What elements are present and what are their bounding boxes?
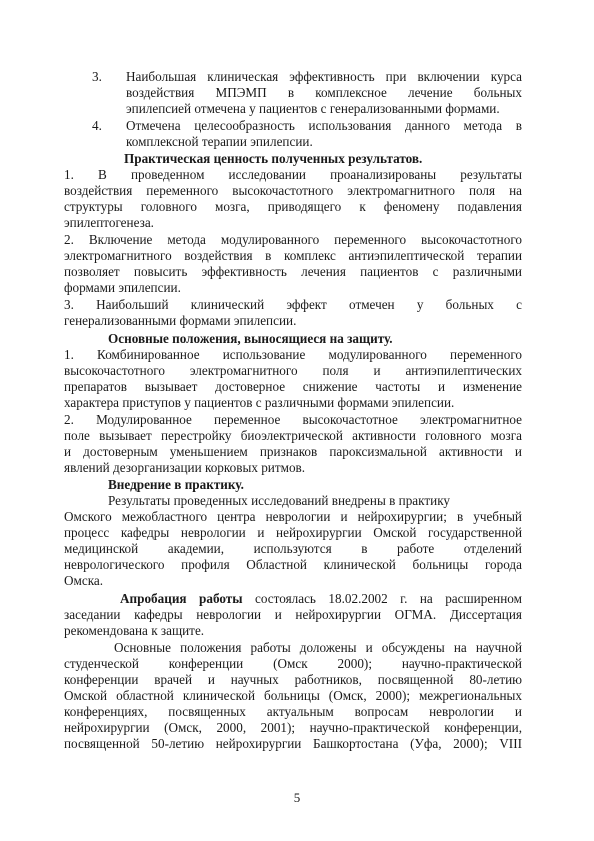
paragraph-line: явлений дезорганизации корковых ритмов.: [64, 460, 306, 475]
paragraph-line: Результаты проведенных исследований внедрены в практику: [108, 493, 451, 508]
paragraph-line: посвященной 50-летию нейрохирургии Башкортостана (Уфа, 2000); VIII: [64, 736, 522, 751]
paragraph-line: медицинской академии, используются в работе отделений: [64, 541, 522, 556]
paragraph-line: 3. Наибольший клинический эффект отмечен у больных с: [64, 297, 522, 312]
list-item-4-line: комплексной терапии эпилепсии.: [126, 134, 313, 149]
paragraph-line: 1. Комбинированное использование модулированного переменного: [64, 347, 522, 362]
paragraph-line: Омского межобластного центра неврологии и нейрохирургии; в учебный: [64, 509, 522, 524]
paragraph-line: Основные положения работы доложены и обсуждены на научной: [114, 640, 522, 655]
paragraph-line: позволяет повысить эффективность лечения пациентов с различными: [64, 264, 522, 279]
paragraph-line: 2. Включение метода модулированного переменного высокочастотного: [64, 232, 522, 247]
paragraph-line: генерализованными формами эпилепсии.: [64, 313, 297, 328]
section-heading-practice: Внедрение в практику.: [108, 477, 244, 492]
approbation-first-line: [120, 591, 522, 607]
paragraph-line: высокочастотного электромагнитного поля и антиэпилептических: [64, 363, 522, 378]
paragraph-line: препаратов вызывает достоверное снижение частоты и изменение: [64, 379, 522, 394]
approbation-lead: Апробация работы: [120, 591, 243, 606]
paragraph-line: структуры головного мозга, приводящего к феномену подавления: [64, 199, 522, 214]
paragraph-line: и достоверным уменьшением признаков пароксизмальной активности и: [64, 444, 522, 459]
paragraph-line: конференциях, посвященных актуальным вопросам неврологии и: [64, 704, 522, 719]
approbation-rest: состоялась 18.02.2002 г. на расширенном: [242, 591, 522, 606]
paragraph-line: конференции врачей и научных работников, посвященной 80-летию: [64, 672, 522, 687]
paragraph-line: рекомендована к защите.: [64, 623, 205, 638]
list-item-3-line: эпилепсией отмечена у пациентов с генерализованными формами.: [126, 101, 500, 116]
page-number: 5: [293, 790, 301, 805]
list-item-3-line: воздействия МПЭМП в комплексное лечение больных: [126, 85, 522, 100]
paragraph-line: формами эпилепсии.: [64, 280, 181, 295]
list-item-3-line: Наибольшая клиническая эффективность при включении курса: [126, 69, 522, 84]
list-item-4-line: Отмечена целесообразность использования данного метода в: [126, 118, 522, 133]
paragraph-line: неврологического профиля Областной клинической больницы города: [64, 557, 522, 572]
section-heading-practical-value: Практическая ценность полученных результатов.: [124, 151, 423, 166]
paragraph-line: Омской областной клинической больницы (Омск, 2000); межрегиональных: [64, 688, 522, 703]
paragraph-line: электромагнитного воздействия в комплекс антиэпилептической терапии: [64, 248, 522, 263]
paragraph-line: студенческой конференции (Омск 2000); научно-практической: [64, 656, 522, 671]
paragraph-line: 1. В проведенном исследовании проанализированы результаты: [64, 167, 522, 182]
paragraph-line: воздействия переменного высокочастотного электромагнитного поля на: [64, 183, 522, 198]
paragraph-line: эпилептогенеза.: [64, 215, 154, 230]
paragraph-line: поле вызывает перестройку биоэлектрической активности головного мозга: [64, 428, 522, 443]
paragraph-line: характера приступов у пациентов с различными формами эпилепсии.: [64, 395, 455, 410]
list-item-4-number: 4.: [92, 118, 102, 133]
paragraph-line: заседании кафедры неврологии и нейрохирургии ОГМА. Диссертация: [64, 607, 522, 622]
paragraph-line: Омска.: [64, 573, 104, 588]
section-heading-defense: Основные положения, выносящиеся на защиту.: [108, 331, 393, 346]
paragraph-line: нейрохирургии (Омск, 2000, 2001); научно-практической конференции,: [64, 720, 522, 735]
list-item-3-number: 3.: [92, 69, 102, 84]
paragraph-line: 2. Модулированное переменное высокочастотное электромагнитное: [64, 412, 522, 427]
paragraph-line: процесс кафедры неврологии и нейрохирургии Омской государственной: [64, 525, 522, 540]
